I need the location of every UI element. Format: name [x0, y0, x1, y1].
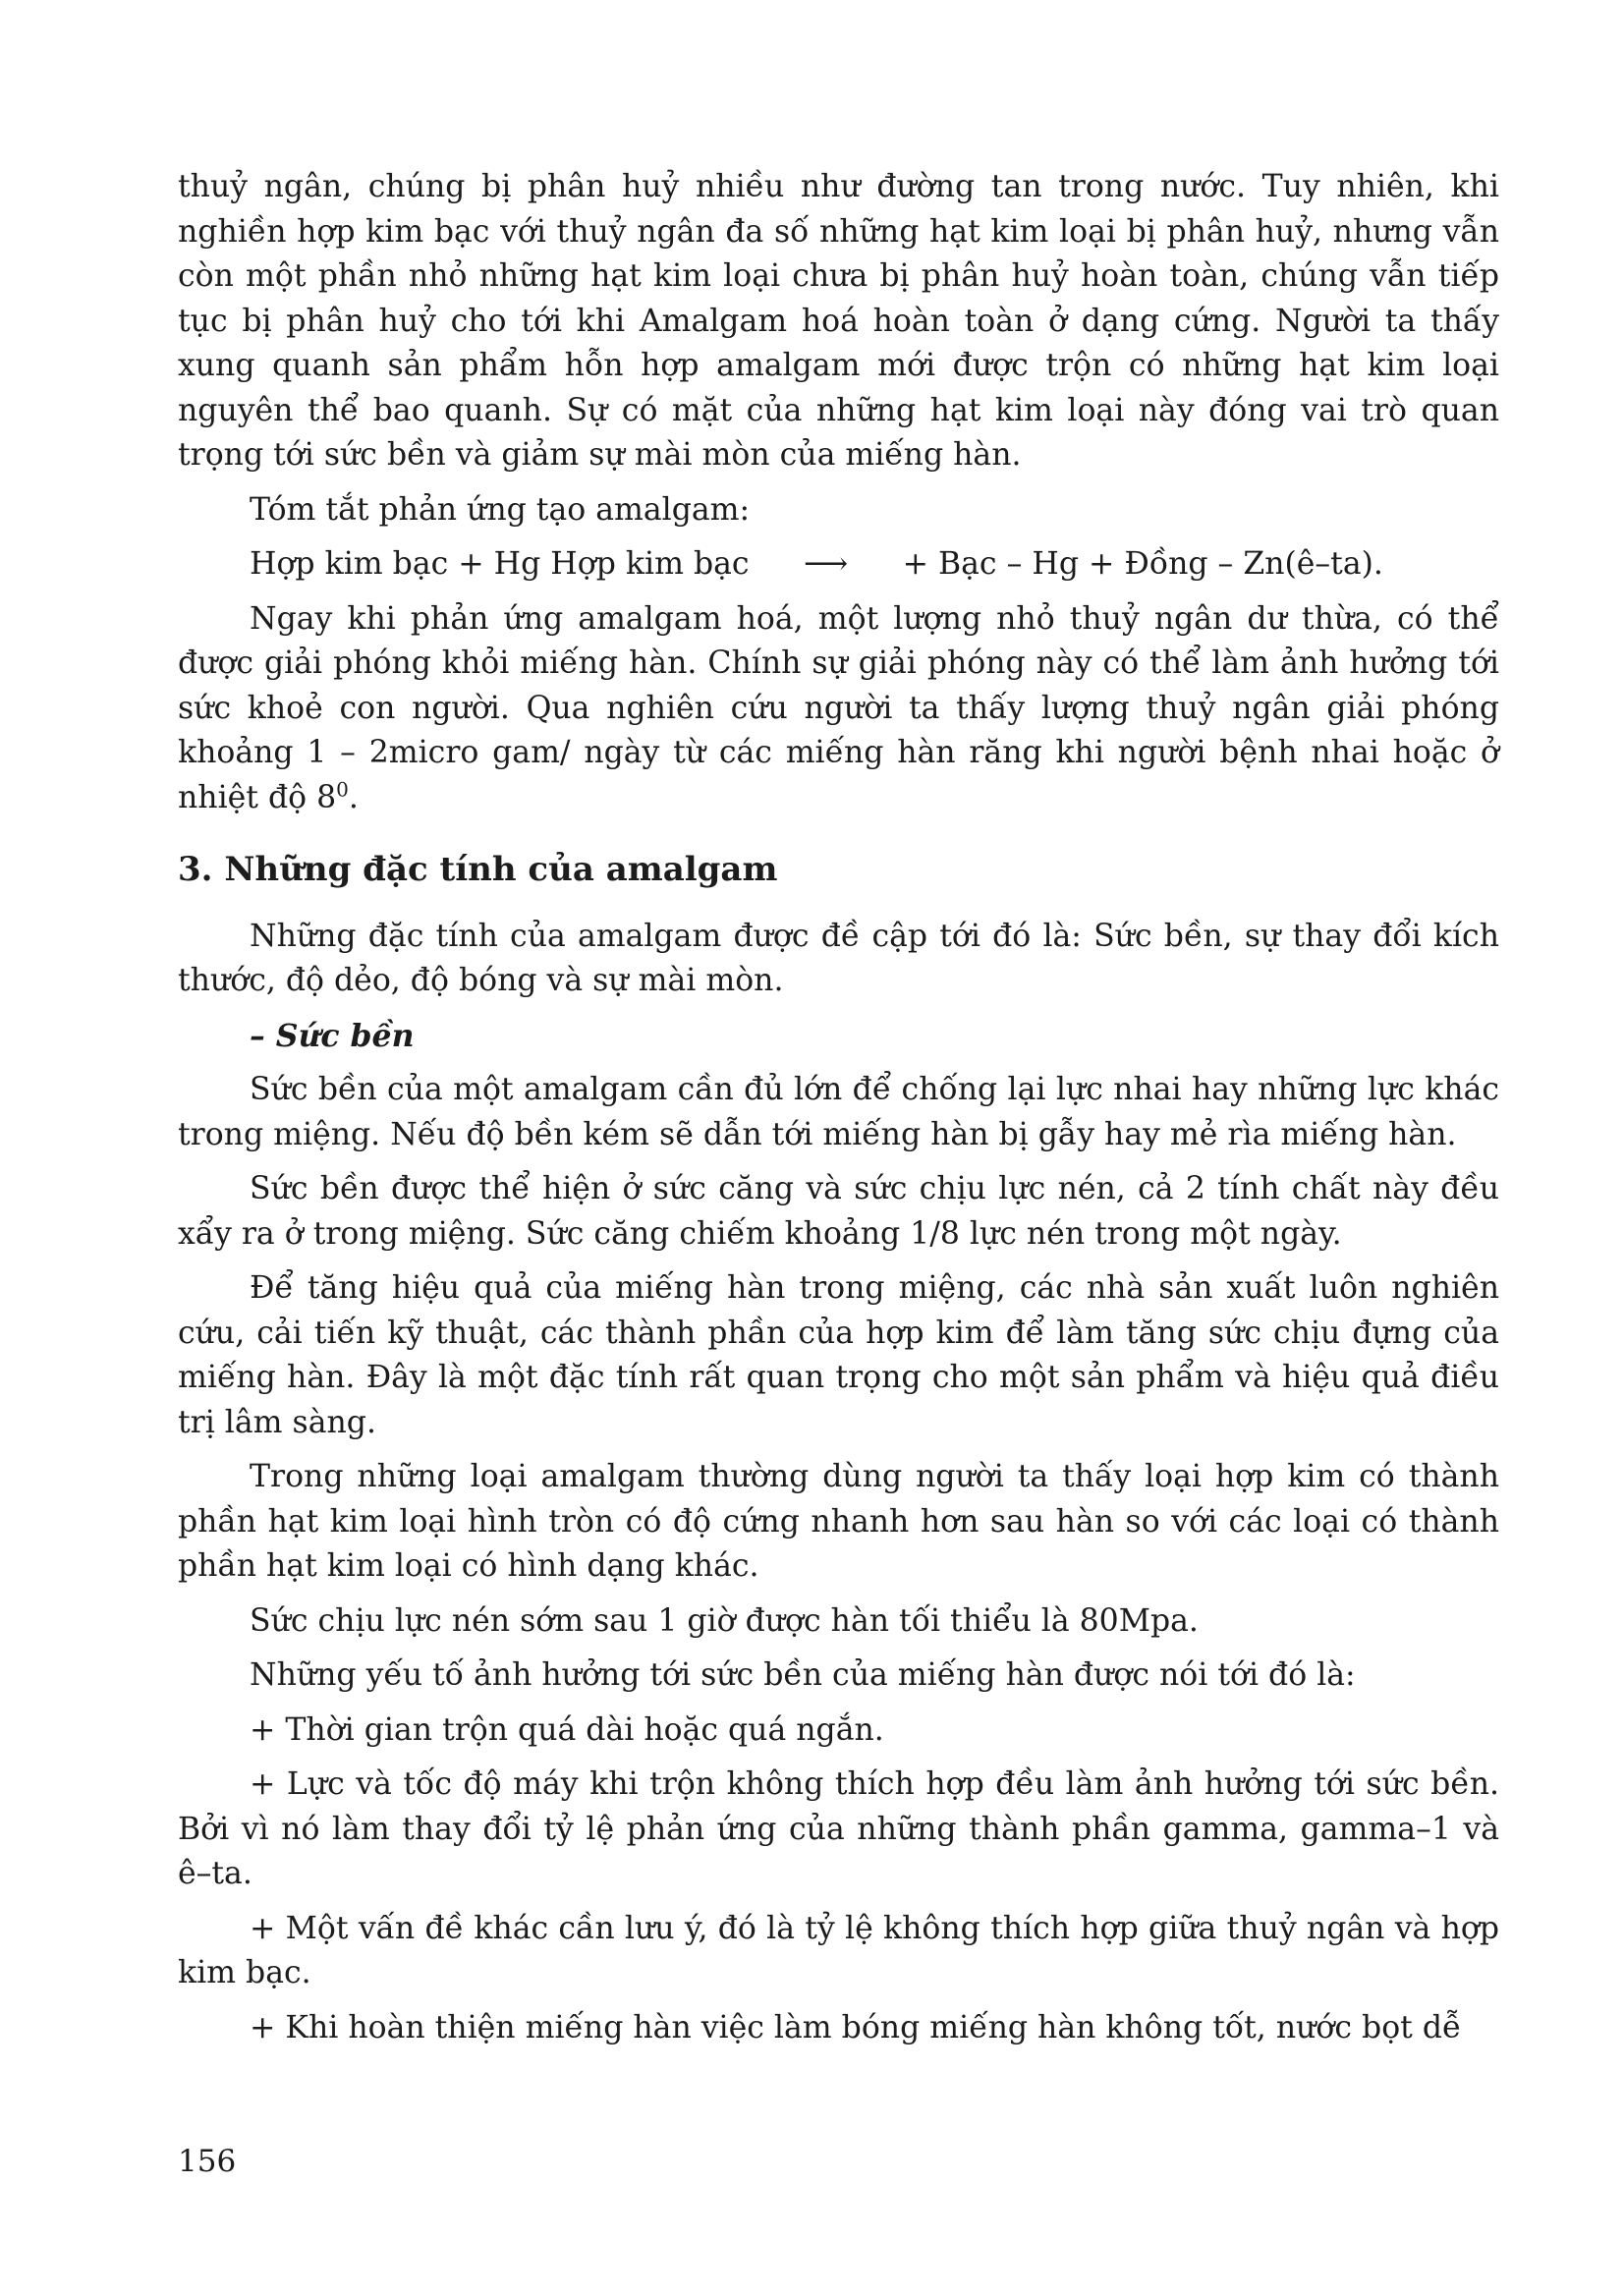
list-item: + Một vấn đề khác cần lưu ý, đó là tỷ lệ không thích hợp giữa thuỷ ngân và hợp kim bạc.: [178, 1910, 1499, 1990]
paragraph-properties: Những đặc tính của amalgam được đề cập tới đó là: Sức bền, sự thay đổi kích thước, độ dẻo, độ bóng và sự mài mòn.: [178, 918, 1499, 998]
arrow-icon: ⟶: [803, 546, 849, 582]
page-number: 156: [178, 2144, 237, 2179]
paragraph-mercury-release-end: .: [348, 779, 359, 815]
paragraph-strength-1: Sức bền của một amalgam cần đủ lớn để chống lại lực nhai hay những lực khác trong miệng. Nếu độ bền kém sẽ dẫn tới miếng hàn bị gẫy hay mẻ rìa miếng hàn.: [178, 1072, 1499, 1152]
paragraph-mercury-release-text: Ngay khi phản ứng amalgam hoá, một lượng nhỏ thuỷ ngân dư thừa, có thể được giải phóng khỏi miếng hàn. Chính sự giải phóng này có thể làm ảnh hưởng tới sức khoẻ con người. Qua nghiên cứu người ta thấy lượng thuỷ ngân giải phóng khoảng 1 – 2micro gam/ ngày từ các miếng hàn răng khi người bệnh nhai hoặc ở nhiệt độ 8: [178, 600, 1499, 815]
list-item: + Thời gian trộn quá dài hoặc quá ngắn.: [250, 1711, 884, 1748]
paragraph-continuation: thuỷ ngân, chúng bị phân huỷ nhiều như đường tan trong nước. Tuy nhiên, khi nghiền hợp kim bạc với thuỷ ngân đa số những hạt kim loại bị phân huỷ, nhưng vẫn còn một phần nhỏ những hạt kim loại chưa bị phân huỷ hoàn toàn, chúng vẫn tiếp tục bị phân huỷ cho tới khi Amalgam hoá hoàn toàn ở dạng cứng. Người ta thấy xung quanh sản phẩm hỗn hợp amalgam mới được trộn có những hạt kim loại nguyên thể bao quanh. Sự có mặt của những hạt kim loại này đóng vai trò quan trọng tới sức bền và giảm sự mài mòn của miếng hàn.: [178, 169, 1499, 473]
list-item: + Lực và tốc độ máy khi trộn không thích hợp đều làm ảnh hưởng tới sức bền. Bởi vì nó làm thay đổi tỷ lệ phản ứng của những thành phần gamma, gamma–1 và ê–ta.: [178, 1766, 1499, 1891]
summary-label: Tóm tắt phản ứng tạo amalgam:: [250, 491, 751, 528]
subheading-strength: – Sức bền: [250, 1017, 415, 1054]
degree-superscript: 0: [336, 777, 349, 801]
formula-right: + Bạc – Hg + Đồng – Zn(ê–ta).: [902, 546, 1383, 582]
paragraph-strength-4: Trong những loại amalgam thường dùng người ta thấy loại hợp kim có thành phần hạt kim loại hình tròn có độ cứng nhanh hơn sau hàn so với các loại có thành phần hạt kim loại có hình dạng khác.: [178, 1459, 1499, 1584]
reaction-formula: [178, 542, 1499, 588]
paragraph-strength-2: Sức bền được thể hiện ở sức căng và sức chịu lực nén, cả 2 tính chất này đều xẩy ra ở trong miệng. Sức căng chiếm khoảng 1/8 lực nén trong một ngày.: [178, 1171, 1499, 1252]
page-body: [178, 165, 1499, 2060]
section-heading: 3. Những đặc tính của amalgam: [178, 850, 778, 889]
paragraph-factors: Những yếu tố ảnh hưởng tới sức bền của miếng hàn được nói tới đó là:: [250, 1657, 1356, 1693]
formula-left: Hợp kim bạc + Hg Hợp kim bạc: [250, 546, 750, 582]
list-item: + Khi hoàn thiện miếng hàn việc làm bóng miếng hàn không tốt, nước bọt dễ: [250, 2009, 1462, 2045]
paragraph-strength-3: Để tăng hiệu quả của miếng hàn trong miệng, các nhà sản xuất luôn nghiên cứu, cải tiến kỹ thuật, các thành phần của hợp kim để làm tăng sức chịu đựng của miếng hàn. Đây là một đặc tính rất quan trọng cho một sản phẩm và hiệu quả điều trị lâm sàng.: [178, 1270, 1499, 1440]
paragraph-strength-5: Sức chịu lực nén sớm sau 1 giờ được hàn tối thiểu là 80Mpa.: [250, 1602, 1199, 1639]
paragraph-mercury-release: [178, 597, 1499, 821]
